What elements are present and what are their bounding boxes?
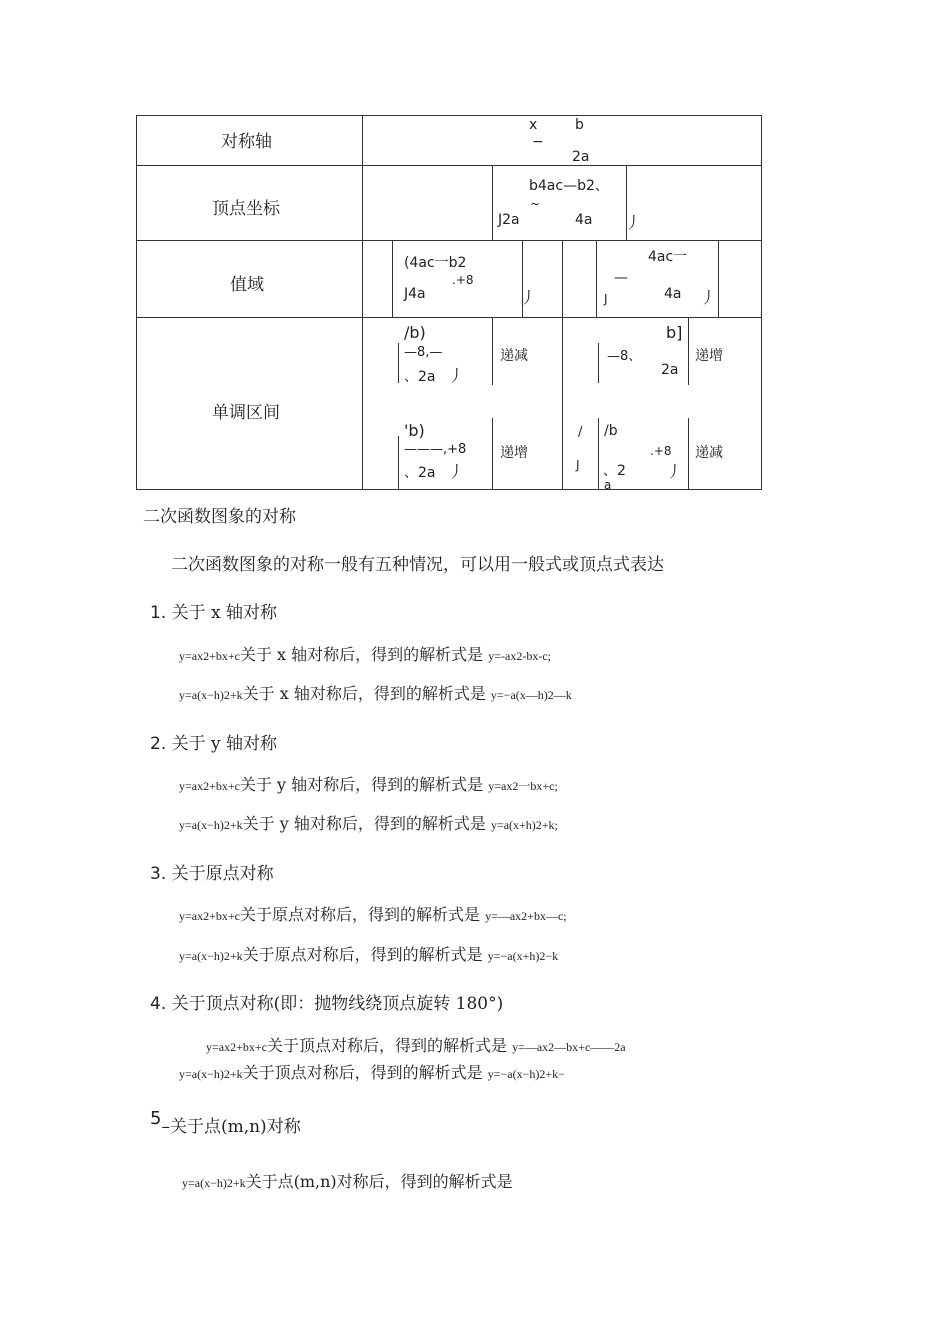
cell-divider (492, 418, 493, 490)
formula-desc: 关于点(m,n)对称后，得到的解析式是 (245, 1172, 513, 1191)
item-4-line-2 (179, 1060, 565, 1083)
formula-result: y=−a(x—h)2—k (490, 688, 572, 702)
item-title: 关于 x 轴对称 (171, 603, 278, 623)
mono-bl-trend: 递增 (500, 445, 528, 461)
formula-original: y=a(x−h)2+k (179, 818, 243, 832)
mono-br-slash: / (578, 425, 583, 440)
section-title: 二次函数图象的对称 (143, 507, 296, 527)
mono-tl-bracket: 丿 (448, 366, 465, 385)
item-number: 5 (150, 1108, 162, 1129)
mono-br-a: a (604, 478, 612, 492)
formula-result: y=-ax2-bx-c; (488, 649, 552, 663)
item-3-line-2 (179, 942, 558, 965)
row-divider (136, 240, 762, 241)
cell-divider (596, 240, 597, 317)
mono-tl-mid: —8,— (404, 345, 443, 360)
formula-original: y=a(x−h)2+k (179, 1067, 243, 1081)
range-left-top: (4ac一b2 (404, 255, 467, 271)
range-left-j4a: J4a (404, 286, 426, 302)
item-1-line-2 (179, 681, 572, 704)
cell-divider (398, 343, 399, 383)
cell-divider (562, 240, 563, 317)
mono-tr-top: b] (666, 323, 683, 342)
cell-divider (598, 418, 599, 490)
item-number: 3. (150, 864, 167, 884)
formula-original: y=ax2+bx+c (179, 649, 240, 663)
column-divider (362, 115, 363, 490)
cell-divider (492, 165, 493, 240)
formula-desc: 关于顶点对称后，得到的解析式是 (242, 1063, 483, 1082)
formula-result: y=ax2一bx+c; (488, 779, 558, 793)
mono-tr-trend: 递增 (695, 348, 723, 364)
range-right-top: 4ac一 (648, 249, 688, 265)
item-number: 1. (150, 603, 167, 623)
mono-tr-mid: —8、 (607, 349, 642, 364)
formula-result: y=—ax2+bx—c; (485, 909, 567, 923)
range-right-bracket: 丿 (700, 288, 717, 307)
intro-text: 二次函数图象的对称一般有五种情况，可以用一般式或顶点式表达 (171, 555, 664, 575)
item-1-line-1 (179, 642, 551, 665)
vertex-bracket: 丿 (625, 213, 642, 232)
row-divider (136, 165, 762, 166)
vertex-top: b4ac—b2、 (529, 178, 609, 194)
row-label-range: 值域 (230, 275, 264, 295)
mono-tr-2a: 2a (661, 362, 679, 378)
formula-desc: 关于原点对称后，得到的解析式是 (239, 905, 480, 924)
item-1-heading (150, 598, 277, 623)
formula-original: y=a(x−h)2+k (182, 1176, 246, 1190)
item-title: –关于点(m,n)对称 (161, 1117, 301, 1137)
item-4-heading (150, 989, 503, 1014)
item-number: 2. (150, 734, 167, 754)
row-divider (136, 317, 762, 318)
axis-2a: 2a (572, 149, 590, 165)
cell-divider (392, 240, 393, 317)
mono-tl-trend: 递减 (500, 348, 528, 364)
item-2-line-2 (179, 811, 558, 834)
item-title: 关于顶点对称(即：抛物线绕顶点旋转 180°) (171, 994, 504, 1014)
formula-original: y=ax2+bx+c (179, 909, 240, 923)
axis-b: b (575, 117, 584, 133)
mono-br-top: /b (604, 423, 618, 439)
formula-desc: 关于 x 轴对称后，得到的解析式是 (242, 684, 486, 703)
vertex-j2a: J2a (498, 212, 520, 228)
formula-original: y=ax2+bx+c (206, 1040, 267, 1054)
row-label-axis: 对称轴 (221, 132, 272, 152)
formula-result: y=−a(x−h)2+k− (487, 1067, 565, 1081)
item-number: 4. (150, 994, 167, 1014)
mono-bl-2a: 、2a (404, 465, 436, 481)
axis-minus: − (532, 134, 544, 150)
properties-table (136, 115, 762, 490)
formula-original: y=a(x−h)2+k (179, 688, 243, 702)
item-title: 关于原点对称 (171, 864, 274, 884)
mono-br-bracket: 丿 (666, 462, 683, 481)
cell-divider (688, 418, 689, 490)
formula-desc: 关于 x 轴对称后，得到的解析式是 (239, 645, 484, 664)
mono-br-trend: 递减 (695, 445, 723, 461)
mono-bl-mid: ———,+8 (404, 442, 467, 457)
range-right-4a: 4a (664, 286, 682, 302)
axis-x: x (529, 117, 538, 133)
mono-tl-2a: 、2a (404, 369, 436, 385)
range-left-bracket: 丿 (520, 288, 537, 307)
formula-result: y=—ax2—bx+c——2a (512, 1040, 626, 1054)
item-3-line-1 (179, 902, 567, 925)
vertex-4a: 4a (575, 212, 593, 228)
cell-divider (718, 240, 719, 317)
cell-divider (688, 317, 689, 385)
formula-desc: 关于 y 轴对称后，得到的解析式是 (242, 814, 486, 833)
cell-divider (562, 317, 563, 490)
mono-br-j: J (576, 458, 580, 472)
vertex-mark: ~ (530, 197, 541, 211)
formula-result: y=−a(x+h)2−k (487, 949, 559, 963)
range-right-dash: — (614, 270, 628, 286)
item-3-heading (150, 859, 274, 884)
formula-desc: 关于原点对称后，得到的解析式是 (242, 945, 483, 964)
mono-br-inf: .+8 (650, 444, 672, 458)
row-label-monotonic: 单调区间 (212, 403, 280, 423)
item-2-heading (150, 729, 277, 754)
formula-desc: 关于 y 轴对称后，得到的解析式是 (239, 775, 484, 794)
formula-result: y=a(x+h)2+k; (490, 818, 558, 832)
cell-divider (598, 343, 599, 383)
item-5-line-1 (182, 1169, 513, 1192)
mono-br-2: 、2 (603, 463, 626, 479)
range-left-inf: .+8 (452, 273, 474, 287)
mono-tl-top: /b) (404, 323, 426, 342)
formula-original: y=ax2+bx+c (179, 779, 240, 793)
item-2-line-1 (179, 772, 558, 795)
formula-original: y=a(x−h)2+k (179, 949, 243, 963)
formula-desc: 关于顶点对称后，得到的解析式是 (266, 1036, 507, 1055)
mono-bl-bracket: 丿 (448, 462, 465, 481)
item-4-line-1 (206, 1033, 626, 1056)
cell-divider (398, 436, 399, 490)
item-title: 关于 y 轴对称 (171, 734, 278, 754)
mono-bl-top: 'b) (404, 421, 425, 440)
item-5-heading (150, 1108, 301, 1137)
row-label-vertex: 顶点坐标 (212, 199, 280, 219)
range-right-j: J (604, 292, 608, 306)
cell-divider (492, 317, 493, 385)
